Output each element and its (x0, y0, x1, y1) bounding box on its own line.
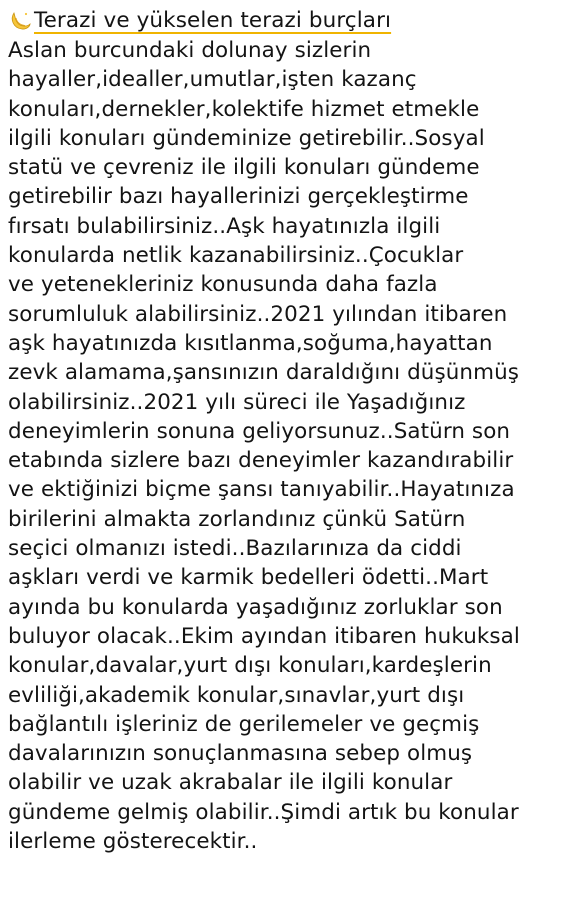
text-line: sorumluluk alabilirsiniz..2021 yılından itibaren (8, 301, 508, 327)
text-line: aşk hayatınızda kısıtlanma,soğuma,hayattan (8, 330, 493, 356)
text-line: davalarınızın sonuçlanmasına sebep olmuş (8, 741, 473, 767)
text-line: zevk alamama,şansınızın daraldığını düşünmüş (8, 360, 520, 386)
text-line: fırsatı bulabilirsiniz..Aşk hayatınızla ilgili (8, 213, 441, 239)
text-line: Aslan burcundaki dolunay sizlerin (8, 38, 372, 63)
text-line: gündeme gelmiş olabilir..Şimdi artık bu konular (8, 799, 519, 825)
text-line: olabilir ve uzak akrabalar ile ilgili konular (8, 770, 453, 796)
text-line: konuları,dernekler,kolektife hizmet etmekle (8, 96, 480, 122)
title-row (8, 6, 580, 36)
text-line: hayaller,idealler,umutlar,işten kazanç (8, 67, 417, 93)
text-line: ve yetenekleriniz konusunda daha fazla (8, 272, 438, 298)
text-line: ayında bu konularda yaşadığınız zorluklar son (8, 594, 503, 620)
text-line: birilerini almakta zorlandınız çünkü Satürn (8, 506, 466, 532)
text-line: ve ektiğinizi biçme şansı tanıyabilir..Hayatınıza (8, 477, 515, 503)
text-line: getirebilir bazı hayallerinizi gerçekleştirme (8, 184, 469, 210)
body-text (8, 36, 580, 856)
text-line: buluyor olacak..Ekim ayından itibaren hukuksal (8, 623, 520, 649)
text-line: ilerleme gösterecektir.. (8, 829, 258, 855)
text-line: etabında sizlere bazı deneyimler kazandırabilir (8, 448, 514, 474)
document (8, 6, 580, 856)
text-line: bağlantılı işleriniz de gerilemeler ve geçmiş (8, 711, 480, 737)
text-line: seçici olmanızı istedi..Bazılarınıza da ciddi (8, 536, 462, 562)
page-title: Terazi ve yükselen terazi burçları (34, 8, 392, 34)
text-line: olabilirsiniz..2021 yılı süreci ile Yaşadığınız (8, 389, 466, 415)
text-line: ilgili konuları gündeminize getirebilir..Sosyal (8, 125, 485, 151)
text-line: konular,davalar,yurt dışı konuları,kardeşlerin (8, 653, 492, 679)
text-line: evliliği,akademik konular,sınavlar,yurt dışı (8, 682, 465, 708)
text-line: konularda netlik kazanabilirsiniz..Çocuklar (8, 243, 464, 269)
text-line: deneyimlerin sonuna geliyorsunuz..Satürn son (8, 418, 511, 444)
text-line: aşkları verdi ve karmik bedelleri ödetti..Mart (8, 565, 489, 591)
text-line: statü ve çevreniz ile ilgili konuları gündeme (8, 155, 480, 181)
crescent-moon-icon (8, 9, 32, 33)
